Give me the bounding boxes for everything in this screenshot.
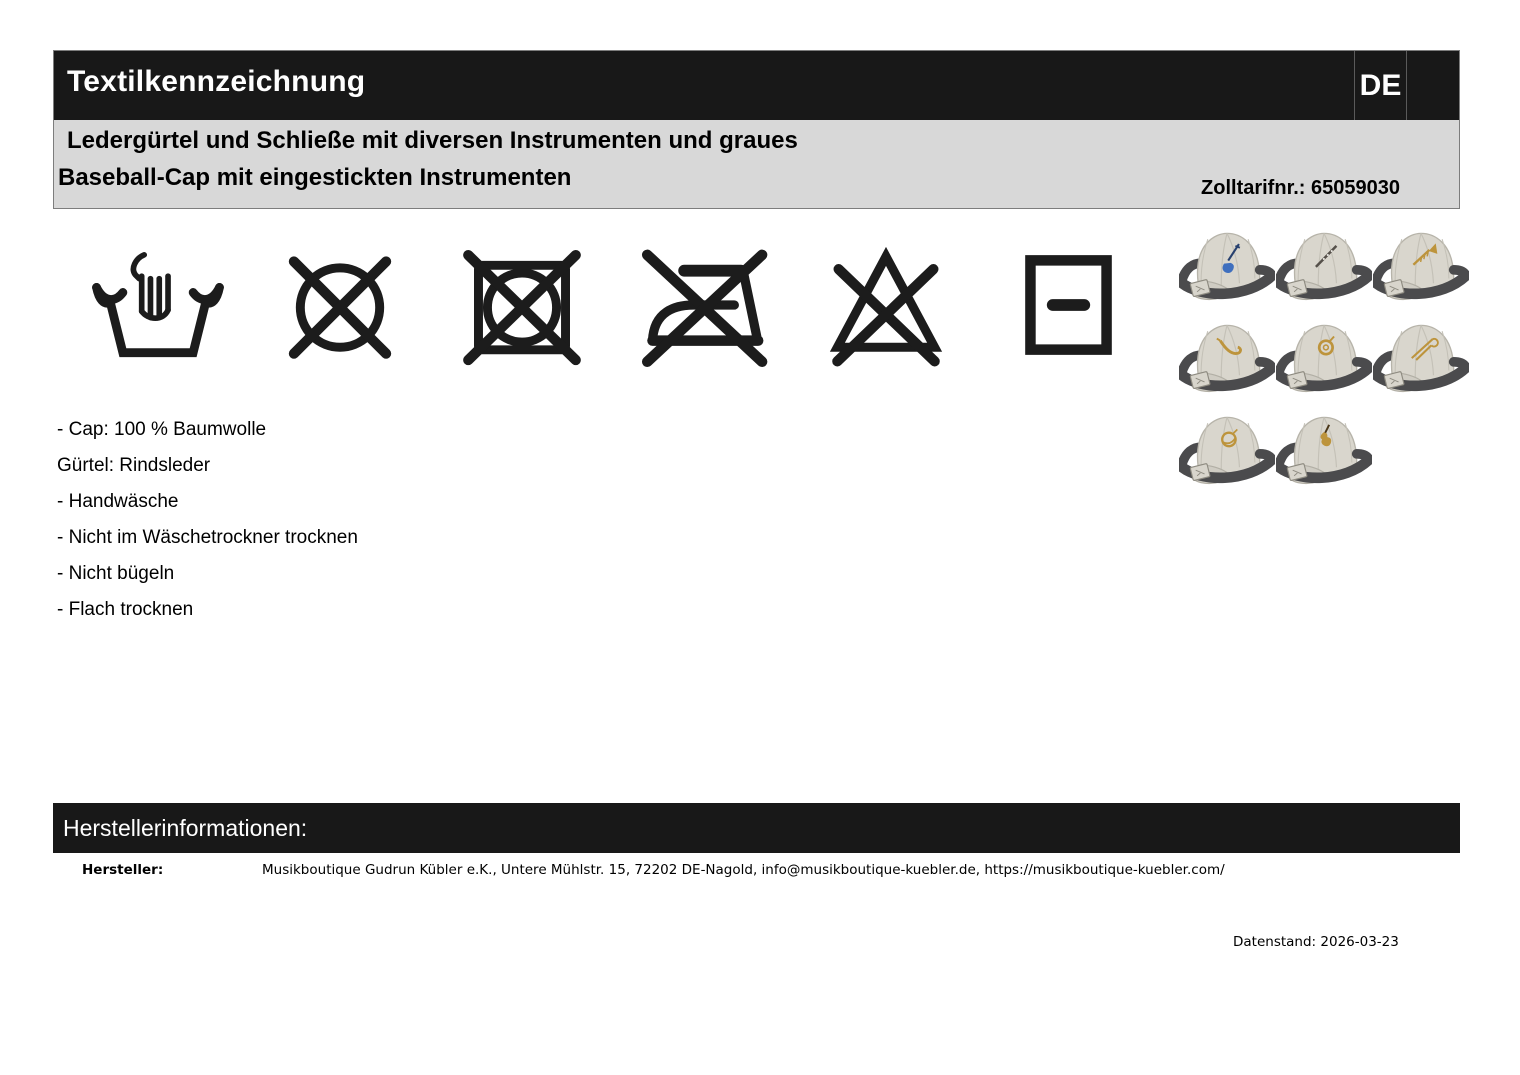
cap-photo-tuba	[1275, 314, 1372, 406]
material-line: - Cap: 100 % Baumwolle	[57, 419, 267, 440]
manufacturer-value: Musikboutique Gudrun Kübler e.K., Untere Mühlstr. 15, 72202 DE-Nagold, info@musikboutique-kuebler.de, https://musikboutique-kuebler.com/	[262, 862, 1225, 878]
product-photos-grid	[1178, 222, 1472, 498]
manufacturer-section-bar	[53, 803, 1460, 853]
material-line: - Handwäsche	[57, 491, 179, 512]
page-title: Textilkennzeichnung	[67, 65, 366, 98]
dry-flat-icon	[977, 230, 1159, 380]
do-not-iron-icon	[613, 230, 795, 380]
cap-photo-violin	[1275, 406, 1372, 498]
cap-photo-trombone	[1372, 314, 1469, 406]
language-code: DE	[1359, 68, 1402, 102]
product-description-line2: Baseball-Cap mit eingestickten Instrumenten	[58, 164, 572, 191]
material-line: - Nicht im Wäschetrockner trocknen	[57, 527, 358, 548]
title-bar	[54, 51, 1459, 120]
product-description-line1: Ledergürtel und Schließe mit diversen Instrumenten und graues	[67, 127, 798, 154]
material-line: - Nicht bügeln	[57, 563, 175, 584]
manufacturer-row	[82, 862, 1225, 878]
do-not-bleach-icon	[795, 230, 977, 380]
care-symbols-row	[67, 230, 1159, 380]
cap-photo-french-horn	[1178, 406, 1275, 498]
manufacturer-section-title: Herstellerinformationen:	[63, 814, 308, 841]
subtitle-bar	[54, 120, 1459, 208]
materials-list	[57, 412, 358, 628]
data-status-date: Datenstand: 2026-03-23	[1233, 934, 1399, 950]
header	[53, 50, 1460, 209]
manufacturer-label: Hersteller:	[82, 862, 164, 878]
cap-photo-trumpet	[1372, 222, 1469, 314]
material-line: - Flach trocknen	[57, 599, 194, 620]
customs-tariff-number: Zolltarifnr.: 65059030	[1201, 177, 1400, 199]
cap-photo-electric-guitar	[1178, 222, 1275, 314]
do-not-tumble-dry-icon	[431, 230, 613, 380]
do-not-dry-clean-icon	[249, 230, 431, 380]
material-line: Gürtel: Rindsleder	[57, 455, 211, 476]
cap-photo-flute	[1275, 222, 1372, 314]
cap-photo-saxophone	[1178, 314, 1275, 406]
hand-wash-icon	[67, 230, 249, 380]
language-cell	[1354, 51, 1407, 120]
